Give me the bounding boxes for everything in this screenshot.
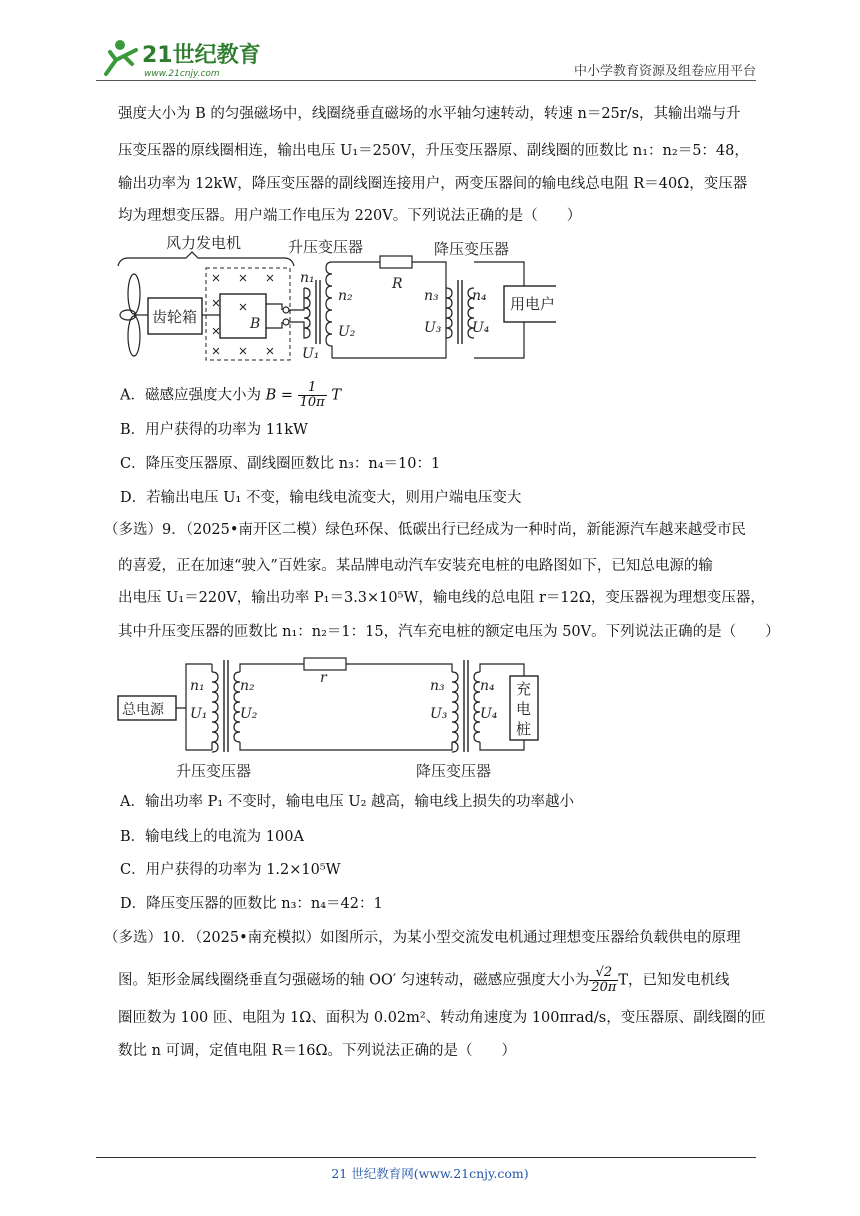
n4-label: n₄ xyxy=(472,288,487,304)
header-divider xyxy=(96,80,756,81)
charger-label-3: 桩 xyxy=(516,720,532,738)
step-up-label: 升压变压器 xyxy=(288,238,364,256)
charger-label-2: 电 xyxy=(516,700,532,718)
q9-line-4: 其中升压变压器的匝数比 n₁：n₂＝1：15，汽车充电桩的额定电压为 50V。下列说法正确的是（ ） xyxy=(118,624,780,640)
wind-generator-diagram xyxy=(116,232,556,368)
n3-label: n₃ xyxy=(424,288,439,304)
footer-text: 21 世纪教育网(www.21cnjy.com) xyxy=(331,1166,529,1181)
q9-option-d: D．降压变压器的匝数比 n₃：n₄＝42：1 xyxy=(120,896,383,912)
q8-option-d: D．若输出电压 U₁ 不变，输电线电流变大，则用户端电压变大 xyxy=(120,490,522,506)
resistor-r-label: r xyxy=(320,670,327,686)
q9-line-3: 出电压 U₁＝220V，输出功率 P₁＝3.3×10⁵W，输电线的总电阻 r＝12Ω，变压器视为理想变压器， xyxy=(118,590,765,606)
q10-line-4: 数比 n 可调，定值电阻 R＝16Ω。下列说法正确的是（ ） xyxy=(118,1043,517,1059)
user-label: 用电户 xyxy=(510,295,556,313)
q10-line-3: 圈匝数为 100 匝、电阻为 1Ω、面积为 0.02m²、转动角速度为 100πrad/s，变压器原、副线圈的匝 xyxy=(118,1010,766,1026)
q8-line-2: 压变压器的原线圈相连，输出电压 U₁＝250V，升压变压器原、副线圈的匝数比 n₁：n₂＝5：48， xyxy=(118,143,749,159)
step-down-label: 降压变压器 xyxy=(434,240,510,258)
q9-line-1: （多选）9．（2025•南开区二模）绿色环保、低碳出行已经成为一种时尚，新能源汽车越来越受市民 xyxy=(104,522,746,538)
charger-label-1: 充 xyxy=(516,680,532,698)
power-source-label: 总电源 xyxy=(122,702,164,718)
q8-option-a: A．磁感应强度大小为 B = $\frac{1}{10\pi}$ T xyxy=(120,380,341,410)
resistor-r-label: R xyxy=(392,276,403,292)
u4-label: U₄ xyxy=(472,320,490,336)
logo-url: www.21cnjy.com xyxy=(144,69,220,79)
line-resistor xyxy=(380,256,412,268)
field-crosses xyxy=(213,275,273,354)
n2-label: n₂ xyxy=(338,288,353,304)
step-down-label: 降压变压器 xyxy=(416,762,492,780)
runner-icon xyxy=(106,40,136,74)
q8-option-c: C．降压变压器原、副线圈匝数比 n₃：n₄＝10：1 xyxy=(120,456,441,472)
platform-name: 中小学教育资源及组卷应用平台 xyxy=(573,64,756,79)
footer-divider xyxy=(96,1157,756,1158)
step-up-label: 升压变压器 xyxy=(176,762,252,780)
q8-option-b: B．用户获得的功率为 11kW xyxy=(120,422,308,438)
n1-label: n₁ xyxy=(190,678,205,694)
u1-label: U₁ xyxy=(190,706,208,722)
n3-label: n₃ xyxy=(430,678,445,694)
field-b-label: B xyxy=(250,316,261,332)
q9-option-a: A．输出功率 P₁ 不变时，输电电压 U₂ 越高，输电线上损失的功率越小 xyxy=(120,794,575,810)
line-resistor xyxy=(304,658,346,670)
charging-pile-diagram xyxy=(116,652,546,782)
u4-label: U₄ xyxy=(480,706,498,722)
u2-label: U₂ xyxy=(338,324,356,340)
q8-line-3: 输出功率为 12kW，降压变压器的副线圈连接用户，两变压器间的输电线总电阻 R＝40Ω，变压器 xyxy=(118,176,748,192)
n4-label: n₄ xyxy=(480,678,495,694)
n2-label: n₂ xyxy=(240,678,255,694)
q10-line-2: 图。矩形金属线圈绕垂直匀强磁场的轴 OO′ 匀速转动，磁感应强度大小为 $\frac{√2}{20\pi}$ T，已知发电机线 xyxy=(118,965,730,995)
wind-generator-label: 风力发电机 xyxy=(166,234,242,252)
u3-label: U₃ xyxy=(424,320,442,336)
u3-label: U₃ xyxy=(430,706,448,722)
q9-line-2: 的喜爱，正在加速“驶入”百姓家。某品牌电动汽车安装充电桩的电路图如下，已知总电源的输 xyxy=(118,558,713,574)
gearbox-label: 齿轮箱 xyxy=(152,308,198,326)
u1-label: U₁ xyxy=(302,346,320,362)
logo-text: 21世纪教育 xyxy=(142,43,261,68)
q8-line-4: 均为理想变压器。用户端工作电压为 220V。下列说法正确的是（ ） xyxy=(118,208,582,224)
n1-label: n₁ xyxy=(300,270,315,286)
q8-line-1: 强度大小为 B 的匀强磁场中，线圈绕垂直磁场的水平轴匀速转动，转速 n＝25r/s，其输出端与升 xyxy=(118,106,741,122)
fraction-1-over-10pi: $\frac{1}{10\pi}$ xyxy=(299,380,325,410)
fraction-sqrt2-over-20pi: $\frac{√2}{20\pi}$ xyxy=(591,965,617,995)
propeller-icon xyxy=(120,274,148,356)
q9-option-c: C．用户获得的功率为 1.2×10⁵W xyxy=(120,862,341,878)
u2-label: U₂ xyxy=(240,706,258,722)
q9-option-b: B．输电线上的电流为 100A xyxy=(120,829,304,845)
q10-line-1: （多选）10．（2025•南充模拟）如图所示，为某小型交流发电机通过理想变压器给负载供电的原理 xyxy=(104,930,741,946)
site-logo xyxy=(96,36,266,80)
